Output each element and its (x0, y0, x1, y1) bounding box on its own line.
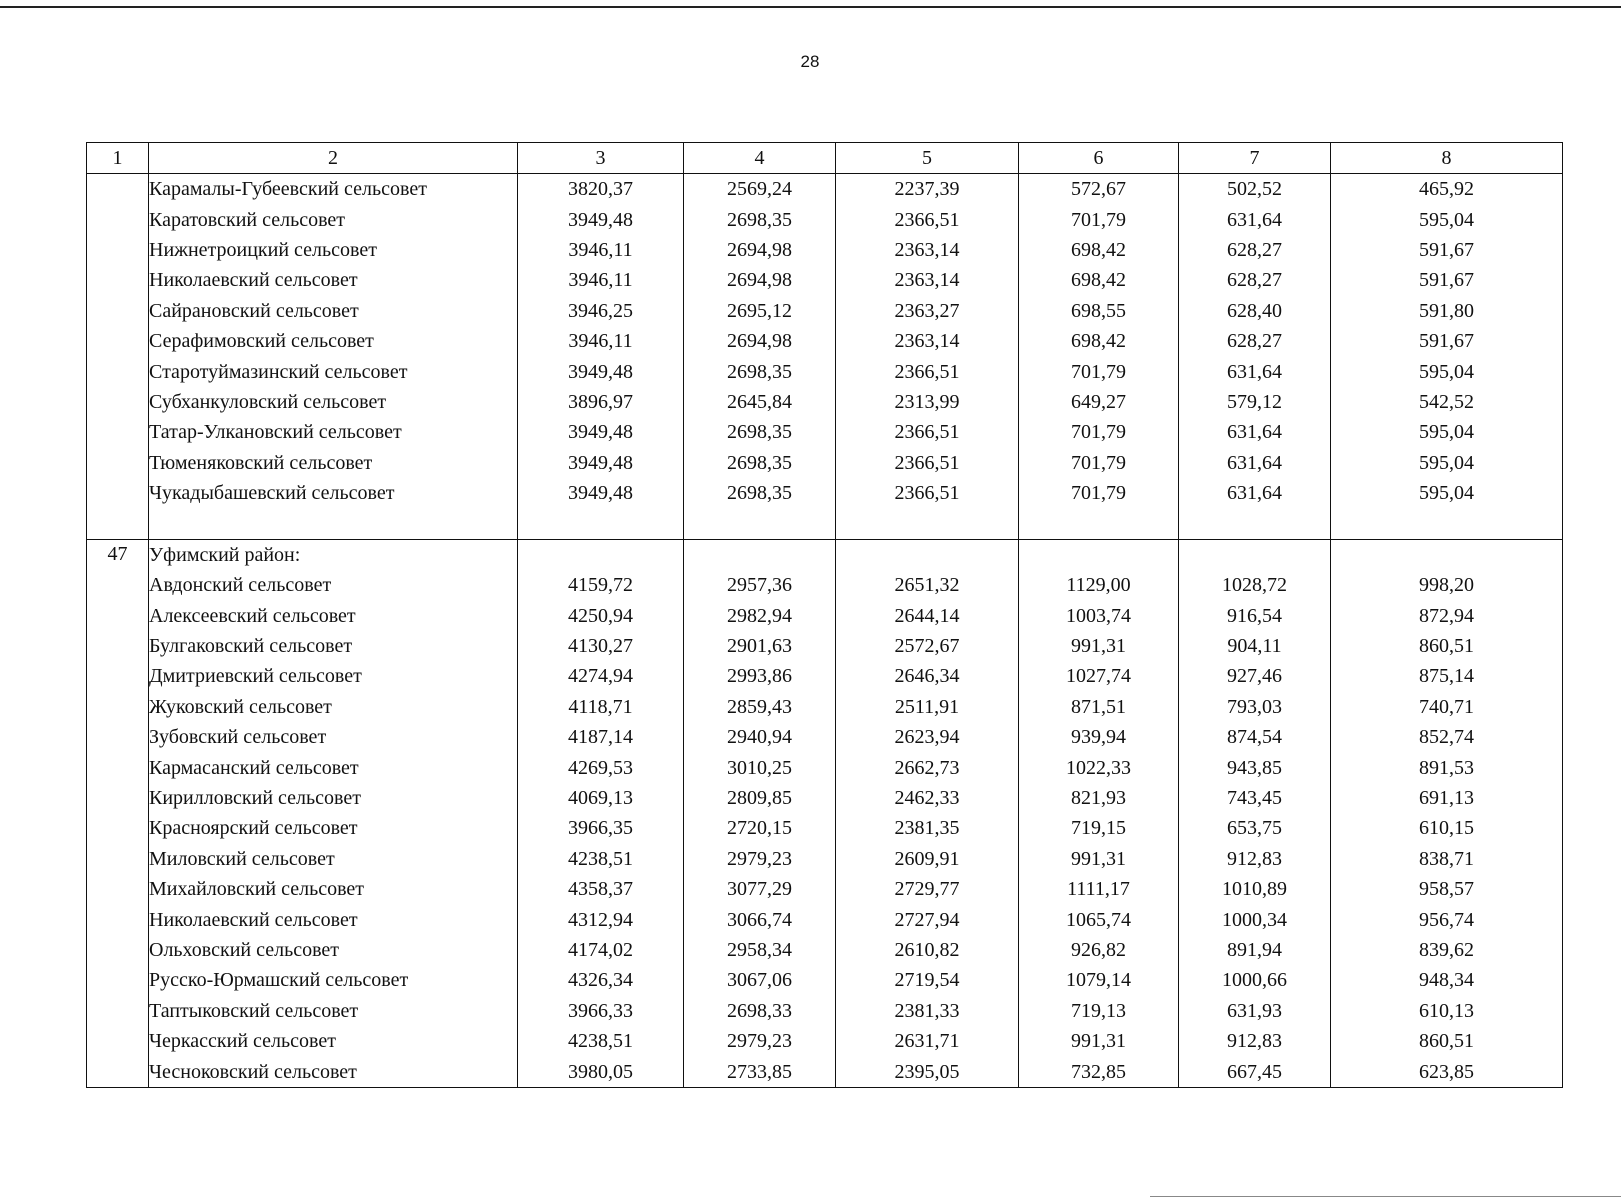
value-col-7: 1000,66 (1179, 965, 1331, 995)
value-col-3: 3949,48 (518, 356, 684, 386)
value-col-7: 631,64 (1179, 356, 1331, 386)
settlement-name: Старотуймазинский сельсовет (149, 356, 518, 386)
value-col-4: 2645,84 (684, 387, 836, 417)
page-number: 28 (800, 52, 820, 71)
row-index-cell (87, 1026, 149, 1056)
value-col-7: 912,83 (1179, 1026, 1331, 1056)
settlement-name: Тюменяковский сельсовет (149, 448, 518, 478)
value-col-7: 927,46 (1179, 661, 1331, 691)
value-col-6: 732,85 (1019, 1056, 1179, 1087)
value-col-7: 793,03 (1179, 692, 1331, 722)
value-col-3: 4312,94 (518, 904, 684, 934)
value-col-8: 860,51 (1331, 631, 1563, 661)
value-col-4: 2569,24 (684, 174, 836, 205)
value-col-3: 4069,13 (518, 783, 684, 813)
value-col-4: 2694,98 (684, 326, 836, 356)
value-col-5: 2363,14 (836, 235, 1019, 265)
settlement-name: Красноярский сельсовет (149, 813, 518, 843)
value-col-7: 579,12 (1179, 387, 1331, 417)
settlement-name: Николаевский сельсовет (149, 265, 518, 295)
column-header-6: 6 (1019, 143, 1179, 174)
table-row (87, 448, 1563, 478)
table-row (87, 904, 1563, 934)
value-col-8: 956,74 (1331, 904, 1563, 934)
value-col-6: 991,31 (1019, 631, 1179, 661)
row-index-cell (87, 204, 149, 234)
value-col-3: 3966,33 (518, 996, 684, 1026)
column-header-3: 3 (518, 143, 684, 174)
value-col-8: 740,71 (1331, 692, 1563, 722)
value-col-5: 2366,51 (836, 417, 1019, 447)
value-col-5: 2395,05 (836, 1056, 1019, 1087)
value-col-7: 1000,34 (1179, 904, 1331, 934)
value-col-3: 4187,14 (518, 722, 684, 752)
value-col-6: 719,13 (1019, 996, 1179, 1026)
settlement-name: Булгаковский сельсовет (149, 631, 518, 661)
settlement-name: Каратовский сельсовет (149, 204, 518, 234)
row-index-cell (87, 265, 149, 295)
value-col-4: 2698,35 (684, 356, 836, 386)
empty-cell (1331, 539, 1563, 570)
settlement-name: Татар-Улкановский сельсовет (149, 417, 518, 447)
value-col-3: 3949,48 (518, 478, 684, 508)
empty-cell (1019, 508, 1179, 539)
value-col-5: 2366,51 (836, 356, 1019, 386)
row-index-cell (87, 813, 149, 843)
value-col-3: 4130,27 (518, 631, 684, 661)
table-row (87, 600, 1563, 630)
value-col-7: 904,11 (1179, 631, 1331, 661)
value-col-5: 2381,33 (836, 996, 1019, 1026)
settlement-name: Чукадыбашевский сельсовет (149, 478, 518, 508)
value-col-5: 2572,67 (836, 631, 1019, 661)
row-index-cell (87, 935, 149, 965)
value-col-3: 4159,72 (518, 570, 684, 600)
settlement-name: Субханкуловский сельсовет (149, 387, 518, 417)
value-col-3: 3946,11 (518, 265, 684, 295)
value-col-8: 591,67 (1331, 265, 1563, 295)
value-col-6: 1003,74 (1019, 600, 1179, 630)
row-index-cell (87, 844, 149, 874)
value-col-6: 701,79 (1019, 478, 1179, 508)
value-col-5: 2646,34 (836, 661, 1019, 691)
value-col-8: 623,85 (1331, 1056, 1563, 1087)
value-col-4: 2694,98 (684, 265, 836, 295)
value-col-4: 2698,35 (684, 417, 836, 447)
table-row (87, 1056, 1563, 1087)
table-row (87, 326, 1563, 356)
table-row (87, 204, 1563, 234)
bottom-border-line (1150, 1196, 1621, 1197)
table-row (87, 722, 1563, 752)
value-col-7: 502,52 (1179, 174, 1331, 205)
empty-cell (518, 539, 684, 570)
row-index-cell (87, 874, 149, 904)
row-index-cell (87, 508, 149, 539)
value-col-7: 912,83 (1179, 844, 1331, 874)
value-col-5: 2631,71 (836, 1026, 1019, 1056)
value-col-4: 2733,85 (684, 1056, 836, 1087)
empty-cell (836, 539, 1019, 570)
value-col-8: 852,74 (1331, 722, 1563, 752)
value-col-5: 2381,35 (836, 813, 1019, 843)
value-col-8: 860,51 (1331, 1026, 1563, 1056)
value-col-5: 2644,14 (836, 600, 1019, 630)
table-row (87, 844, 1563, 874)
column-header-1: 1 (87, 143, 149, 174)
settlement-name: Ольховский сельсовет (149, 935, 518, 965)
table-row (87, 783, 1563, 813)
value-col-3: 4250,94 (518, 600, 684, 630)
column-header-7: 7 (1179, 143, 1331, 174)
value-col-6: 991,31 (1019, 844, 1179, 874)
value-col-3: 3820,37 (518, 174, 684, 205)
value-col-4: 3066,74 (684, 904, 836, 934)
value-col-5: 2363,14 (836, 326, 1019, 356)
value-col-3: 4326,34 (518, 965, 684, 995)
value-col-3: 3946,25 (518, 296, 684, 326)
settlement-name: Алексеевский сельсовет (149, 600, 518, 630)
row-index-cell (87, 722, 149, 752)
row-index-cell (87, 296, 149, 326)
settlement-name: Жуковский сельсовет (149, 692, 518, 722)
value-col-5: 2363,14 (836, 265, 1019, 295)
row-index-cell (87, 692, 149, 722)
value-col-6: 871,51 (1019, 692, 1179, 722)
value-col-4: 2940,94 (684, 722, 836, 752)
value-col-4: 2694,98 (684, 235, 836, 265)
row-index-cell (87, 783, 149, 813)
value-col-6: 1129,00 (1019, 570, 1179, 600)
value-col-5: 2609,91 (836, 844, 1019, 874)
value-col-3: 4358,37 (518, 874, 684, 904)
value-col-6: 1027,74 (1019, 661, 1179, 691)
row-index-cell (87, 904, 149, 934)
settlement-name: Николаевский сельсовет (149, 904, 518, 934)
empty-cell (684, 508, 836, 539)
row-index-cell (87, 752, 149, 782)
value-col-8: 595,04 (1331, 478, 1563, 508)
value-col-6: 1111,17 (1019, 874, 1179, 904)
settlement-name: Кармасанский сельсовет (149, 752, 518, 782)
value-col-6: 1079,14 (1019, 965, 1179, 995)
table-row (87, 1026, 1563, 1056)
value-col-4: 2698,35 (684, 478, 836, 508)
column-header-4: 4 (684, 143, 836, 174)
value-col-5: 2366,51 (836, 448, 1019, 478)
value-col-5: 2237,39 (836, 174, 1019, 205)
value-col-8: 595,04 (1331, 448, 1563, 478)
row-index-cell (87, 570, 149, 600)
value-col-6: 939,94 (1019, 722, 1179, 752)
top-border-line (0, 6, 1621, 8)
value-col-6: 1065,74 (1019, 904, 1179, 934)
value-col-4: 2957,36 (684, 570, 836, 600)
value-col-6: 572,67 (1019, 174, 1179, 205)
table-row (87, 631, 1563, 661)
empty-cell (1019, 539, 1179, 570)
row-index-cell (87, 417, 149, 447)
value-col-5: 2363,27 (836, 296, 1019, 326)
value-col-3: 3946,11 (518, 326, 684, 356)
value-col-8: 891,53 (1331, 752, 1563, 782)
value-col-4: 2698,35 (684, 204, 836, 234)
value-col-4: 2809,85 (684, 783, 836, 813)
value-col-3: 4174,02 (518, 935, 684, 965)
column-header-5: 5 (836, 143, 1019, 174)
value-col-3: 3966,35 (518, 813, 684, 843)
row-index-cell: 47 (87, 539, 149, 570)
row-index-cell (87, 235, 149, 265)
value-col-8: 591,67 (1331, 235, 1563, 265)
table-row (87, 478, 1563, 508)
table-row (87, 692, 1563, 722)
value-col-3: 4274,94 (518, 661, 684, 691)
value-col-8: 595,04 (1331, 356, 1563, 386)
value-col-8: 948,34 (1331, 965, 1563, 995)
value-col-7: 1028,72 (1179, 570, 1331, 600)
value-col-5: 2727,94 (836, 904, 1019, 934)
value-col-6: 926,82 (1019, 935, 1179, 965)
value-col-7: 667,45 (1179, 1056, 1331, 1087)
value-col-7: 1010,89 (1179, 874, 1331, 904)
value-col-4: 2982,94 (684, 600, 836, 630)
value-col-3: 3980,05 (518, 1056, 684, 1087)
value-col-7: 631,64 (1179, 478, 1331, 508)
value-col-5: 2719,54 (836, 965, 1019, 995)
settlement-name: Кирилловский сельсовет (149, 783, 518, 813)
value-col-6: 701,79 (1019, 417, 1179, 447)
row-index-cell (87, 174, 149, 205)
value-col-5: 2462,33 (836, 783, 1019, 813)
value-col-6: 698,42 (1019, 235, 1179, 265)
row-index-cell (87, 448, 149, 478)
row-index-cell (87, 600, 149, 630)
empty-cell (684, 539, 836, 570)
value-col-3: 3949,48 (518, 417, 684, 447)
settlement-name: Карамалы-Губеевский сельсовет (149, 174, 518, 205)
row-index-cell (87, 661, 149, 691)
settlement-name: Сайрановский сельсовет (149, 296, 518, 326)
value-col-4: 2979,23 (684, 1026, 836, 1056)
value-col-7: 916,54 (1179, 600, 1331, 630)
table-row (87, 296, 1563, 326)
value-col-8: 998,20 (1331, 570, 1563, 600)
value-col-4: 3067,06 (684, 965, 836, 995)
value-col-8: 542,52 (1331, 387, 1563, 417)
value-col-8: 838,71 (1331, 844, 1563, 874)
empty-cell (1179, 539, 1331, 570)
value-col-6: 698,42 (1019, 265, 1179, 295)
row-index-cell (87, 356, 149, 386)
settlement-name: Миловский сельсовет (149, 844, 518, 874)
value-col-7: 631,93 (1179, 996, 1331, 1026)
settlement-name: Нижнетроицкий сельсовет (149, 235, 518, 265)
value-col-4: 2901,63 (684, 631, 836, 661)
value-col-7: 874,54 (1179, 722, 1331, 752)
table-row (87, 174, 1563, 205)
settlement-name: Авдонский сельсовет (149, 570, 518, 600)
value-col-8: 958,57 (1331, 874, 1563, 904)
value-col-6: 698,42 (1019, 326, 1179, 356)
table-row (87, 996, 1563, 1026)
value-col-7: 628,27 (1179, 326, 1331, 356)
value-col-7: 891,94 (1179, 935, 1331, 965)
empty-cell (518, 508, 684, 539)
value-col-3: 4118,71 (518, 692, 684, 722)
value-col-7: 631,64 (1179, 448, 1331, 478)
table-row (87, 935, 1563, 965)
value-col-3: 3949,48 (518, 204, 684, 234)
settlement-name: Чесноковский сельсовет (149, 1056, 518, 1087)
value-col-6: 1022,33 (1019, 752, 1179, 782)
header-row (87, 143, 1563, 174)
value-col-6: 649,27 (1019, 387, 1179, 417)
value-col-8: 591,67 (1331, 326, 1563, 356)
value-col-6: 698,55 (1019, 296, 1179, 326)
value-col-5: 2366,51 (836, 478, 1019, 508)
value-col-5: 2366,51 (836, 204, 1019, 234)
table-row (87, 265, 1563, 295)
value-col-5: 2729,77 (836, 874, 1019, 904)
row-index-cell (87, 326, 149, 356)
empty-cell (149, 508, 518, 539)
table-row (87, 356, 1563, 386)
value-col-8: 610,15 (1331, 813, 1563, 843)
row-index-cell (87, 1056, 149, 1087)
settlement-name: Михайловский сельсовет (149, 874, 518, 904)
value-col-5: 2662,73 (836, 752, 1019, 782)
value-col-8: 595,04 (1331, 204, 1563, 234)
tariff-table (86, 142, 1563, 1088)
table-row (87, 235, 1563, 265)
value-col-3: 3896,97 (518, 387, 684, 417)
settlement-name: Серафимовский сельсовет (149, 326, 518, 356)
empty-cell (1331, 508, 1563, 539)
value-col-4: 2958,34 (684, 935, 836, 965)
value-col-8: 839,62 (1331, 935, 1563, 965)
settlement-name: Зубовский сельсовет (149, 722, 518, 752)
value-col-7: 628,27 (1179, 265, 1331, 295)
table-row (87, 417, 1563, 447)
value-col-8: 875,14 (1331, 661, 1563, 691)
column-header-8: 8 (1331, 143, 1563, 174)
table-row (87, 752, 1563, 782)
value-col-3: 4238,51 (518, 1026, 684, 1056)
value-col-6: 821,93 (1019, 783, 1179, 813)
value-col-7: 743,45 (1179, 783, 1331, 813)
table-row (87, 965, 1563, 995)
value-col-8: 691,13 (1331, 783, 1563, 813)
value-col-8: 610,13 (1331, 996, 1563, 1026)
value-col-8: 872,94 (1331, 600, 1563, 630)
value-col-7: 628,27 (1179, 235, 1331, 265)
value-col-7: 943,85 (1179, 752, 1331, 782)
value-col-4: 2698,33 (684, 996, 836, 1026)
settlement-name: Русско-Юрмашский сельсовет (149, 965, 518, 995)
table-row (87, 661, 1563, 691)
value-col-5: 2623,94 (836, 722, 1019, 752)
value-col-4: 2698,35 (684, 448, 836, 478)
value-col-7: 653,75 (1179, 813, 1331, 843)
value-col-7: 631,64 (1179, 204, 1331, 234)
value-col-7: 628,40 (1179, 296, 1331, 326)
value-col-8: 465,92 (1331, 174, 1563, 205)
table-row (87, 813, 1563, 843)
settlement-name: Таптыковский сельсовет (149, 996, 518, 1026)
value-col-4: 2859,43 (684, 692, 836, 722)
value-col-6: 701,79 (1019, 448, 1179, 478)
value-col-3: 4238,51 (518, 844, 684, 874)
value-col-3: 3946,11 (518, 235, 684, 265)
value-col-6: 701,79 (1019, 356, 1179, 386)
table-body (87, 174, 1563, 1088)
value-col-6: 701,79 (1019, 204, 1179, 234)
table-row (87, 508, 1563, 539)
value-col-4: 3077,29 (684, 874, 836, 904)
row-index-cell (87, 478, 149, 508)
table-row (87, 570, 1563, 600)
row-index-cell (87, 996, 149, 1026)
empty-cell (836, 508, 1019, 539)
value-col-5: 2511,91 (836, 692, 1019, 722)
row-index-cell (87, 965, 149, 995)
settlement-name: Черкасский сельсовет (149, 1026, 518, 1056)
table-row (87, 387, 1563, 417)
value-col-8: 595,04 (1331, 417, 1563, 447)
value-col-4: 2720,15 (684, 813, 836, 843)
value-col-7: 631,64 (1179, 417, 1331, 447)
table-row (87, 539, 1563, 570)
settlement-name: Дмитриевский сельсовет (149, 661, 518, 691)
table-row (87, 874, 1563, 904)
value-col-3: 3949,48 (518, 448, 684, 478)
row-index-cell (87, 387, 149, 417)
district-title: Уфимский район: (149, 539, 518, 570)
value-col-8: 591,80 (1331, 296, 1563, 326)
column-header-2: 2 (149, 143, 518, 174)
value-col-4: 3010,25 (684, 752, 836, 782)
value-col-5: 2610,82 (836, 935, 1019, 965)
value-col-3: 4269,53 (518, 752, 684, 782)
empty-cell (1179, 508, 1331, 539)
value-col-6: 991,31 (1019, 1026, 1179, 1056)
row-index-cell (87, 631, 149, 661)
value-col-4: 2979,23 (684, 844, 836, 874)
value-col-4: 2695,12 (684, 296, 836, 326)
value-col-5: 2313,99 (836, 387, 1019, 417)
value-col-6: 719,15 (1019, 813, 1179, 843)
value-col-4: 2993,86 (684, 661, 836, 691)
value-col-5: 2651,32 (836, 570, 1019, 600)
